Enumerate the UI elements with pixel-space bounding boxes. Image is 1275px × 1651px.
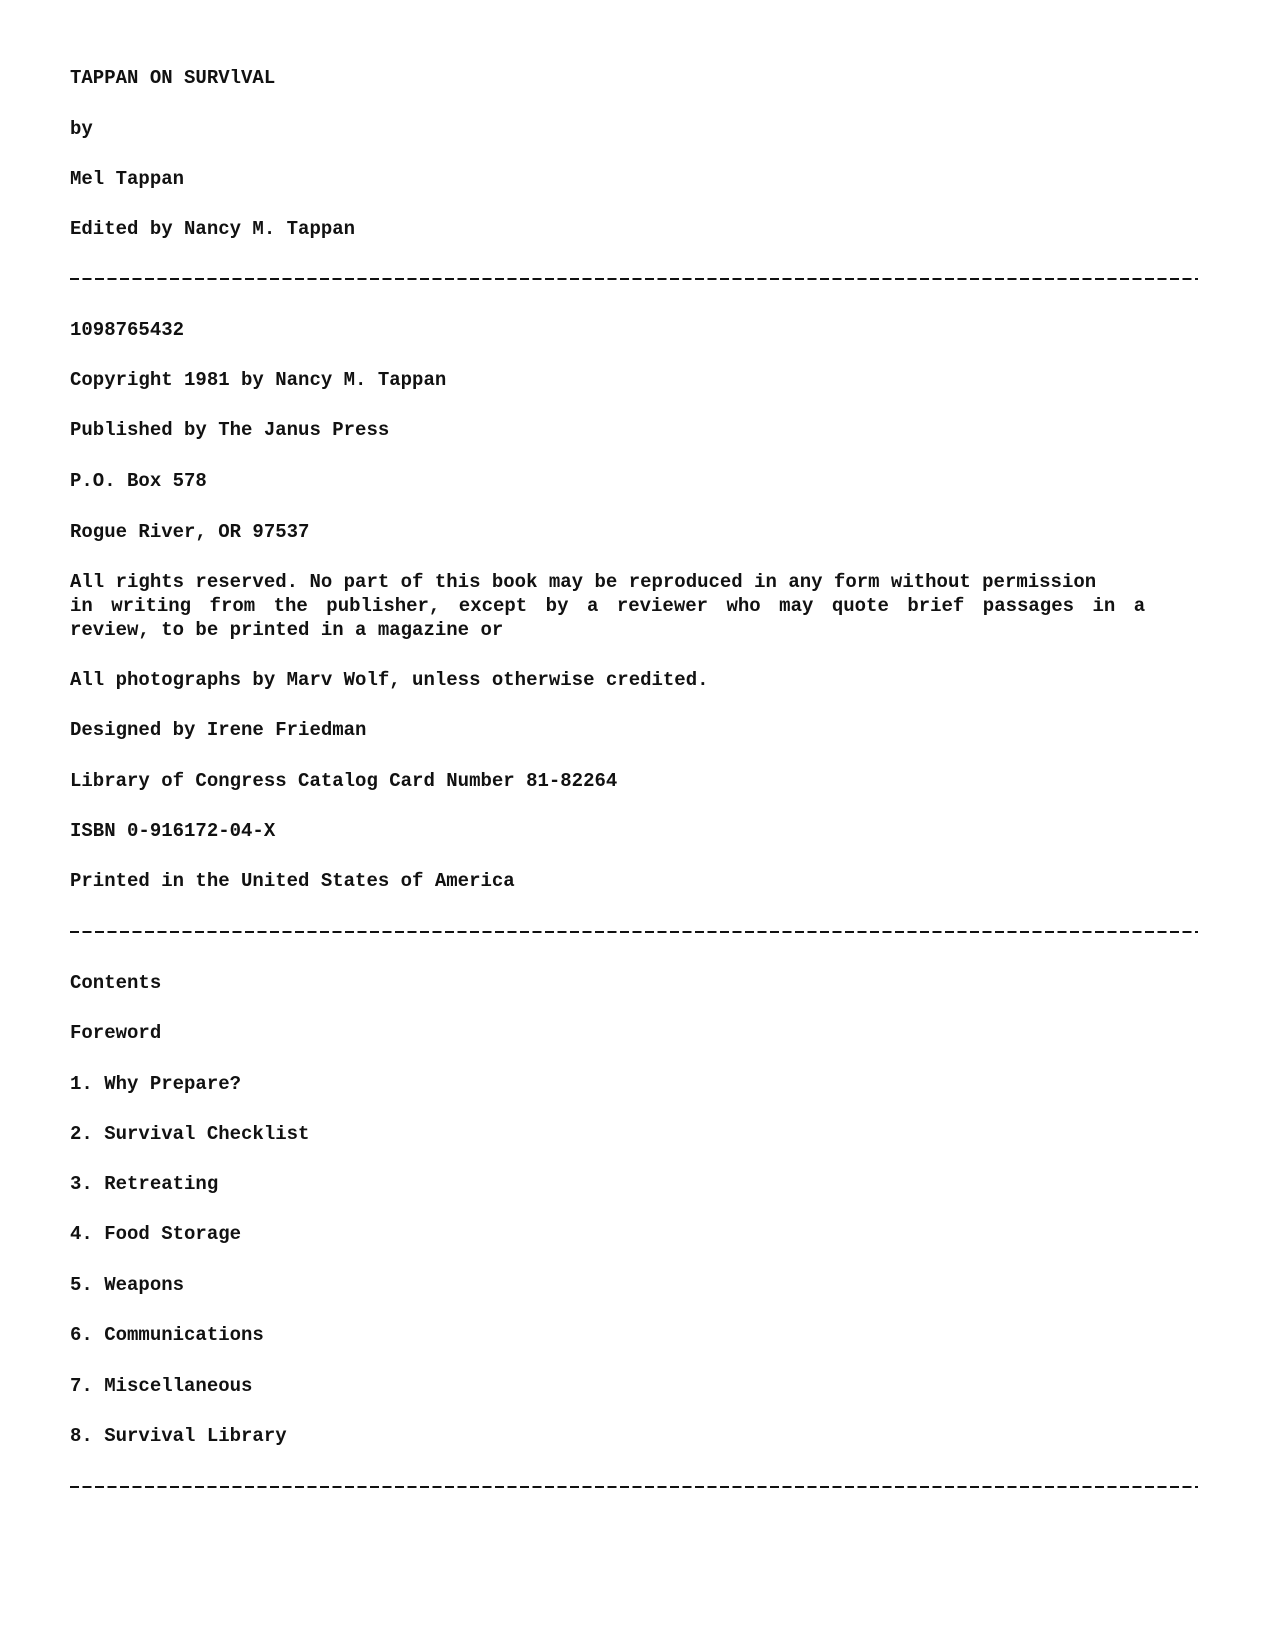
contents-heading: Contents — [70, 972, 162, 994]
author-name: Mel Tappan — [70, 168, 185, 190]
photographs-credit: All photographs by Marv Wolf, unless otherwise credited. — [70, 669, 709, 691]
designer-credit: Designed by Irene Friedman — [70, 719, 367, 741]
printing-number: 1098765432 — [70, 319, 185, 341]
contents-item: 2. Survival Checklist — [70, 1123, 310, 1145]
dashed-divider — [70, 931, 1198, 933]
contents-item: 1. Why Prepare? — [70, 1073, 242, 1095]
editor-line: Edited by Nancy M. Tappan — [70, 218, 356, 240]
dashed-divider — [70, 278, 1198, 280]
contents-item: Foreword — [70, 1022, 162, 1044]
printed-in-line: Printed in the United States of America — [70, 870, 515, 892]
isbn-line: ISBN 0-916172-04-X — [70, 820, 276, 842]
copyright-line: Copyright 1981 by Nancy M. Tappan — [70, 369, 447, 391]
loc-catalog-number: Library of Congress Catalog Card Number 81-82264 — [70, 770, 618, 792]
contents-item: 8. Survival Library — [70, 1425, 287, 1447]
contents-item: 5. Weapons — [70, 1274, 185, 1296]
rights-notice-line-3: review, to be printed in a magazine or — [70, 619, 504, 641]
book-title: TAPPAN ON SURVlVAL — [70, 67, 276, 89]
publisher-line: Published by The Janus Press — [70, 419, 390, 441]
rights-notice-line-1: All rights reserved. No part of this book may be reproduced in any form without permission — [70, 571, 1097, 593]
rights-notice-line-2: in writing from the publisher, except by a reviewer who may quote brief passages in a — [70, 595, 1146, 617]
contents-item: 6. Communications — [70, 1324, 264, 1346]
contents-item: 3. Retreating — [70, 1173, 219, 1195]
dashed-divider — [70, 1486, 1198, 1488]
contents-item: 4. Food Storage — [70, 1223, 242, 1245]
po-box-line: P.O. Box 578 — [70, 470, 207, 492]
city-line: Rogue River, OR 97537 — [70, 521, 310, 543]
by-line: by — [70, 118, 93, 140]
contents-item: 7. Miscellaneous — [70, 1375, 253, 1397]
